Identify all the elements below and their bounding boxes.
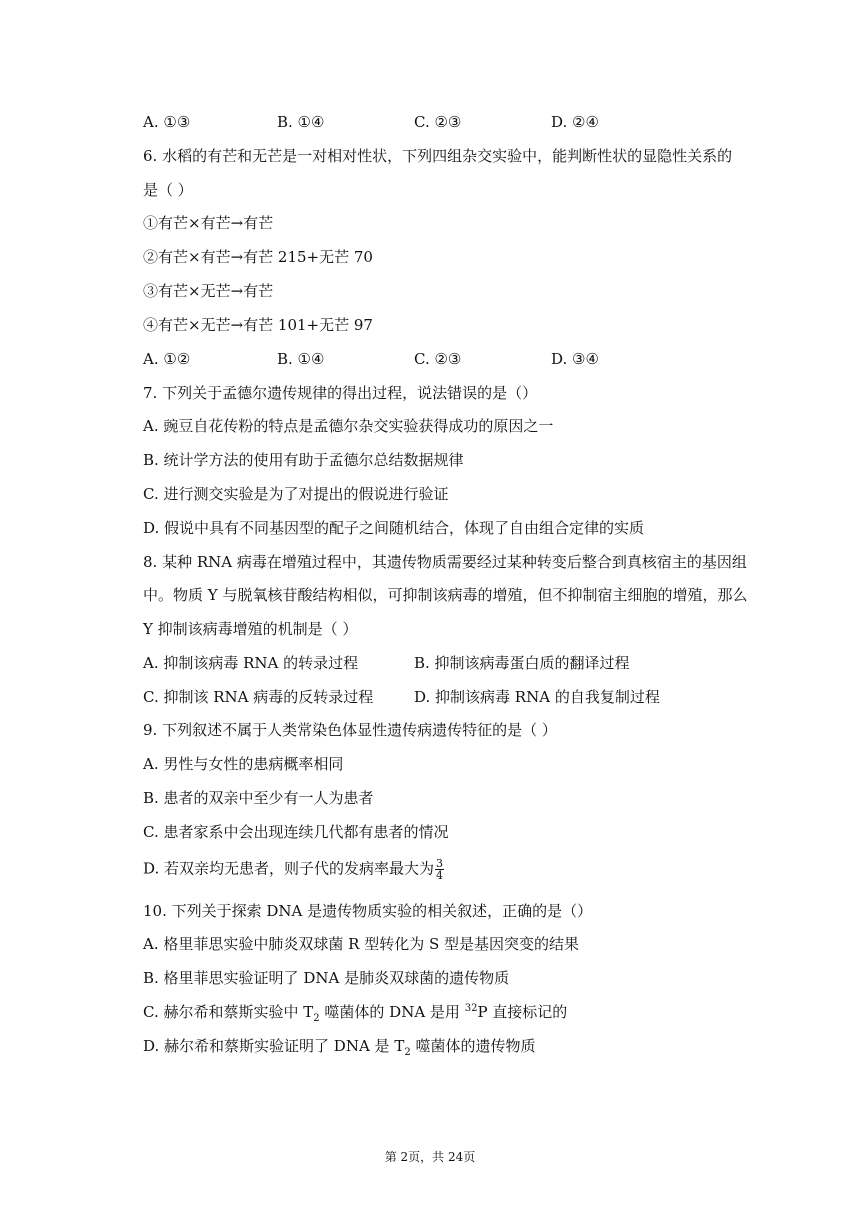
fraction-denominator: 4 <box>436 869 444 882</box>
q5-option-b: B. ①④ <box>277 113 325 131</box>
q5-option-d: D. ②④ <box>551 113 599 131</box>
q8-option-b: B. 抑制该病毒蛋白质的翻译过程 <box>414 654 630 672</box>
q6-stem-line1: 6. 水稻的有芒和无芒是一对相对性状，下列四组杂交实验中，能判断性状的显隐性关系的 <box>143 147 733 165</box>
q9-option-c: C. 患者家系中会出现连续几代都有患者的情况 <box>143 823 449 841</box>
q10-option-c-post: P 直接标记的 <box>477 1003 568 1021</box>
q10-option-c-pre: C. 赫尔希和蔡斯实验中 T <box>143 1003 314 1021</box>
q9-option-a: A. 男性与女性的患病概率相同 <box>143 755 344 773</box>
q10-option-d-pre: D. 赫尔希和蔡斯实验证明了 DNA 是 T <box>143 1037 405 1055</box>
q7-option-c: C. 进行测交实验是为了对提出的假说进行验证 <box>143 485 449 503</box>
q10-option-c-mid: 噬菌体的 DNA 是用 <box>319 1003 465 1021</box>
q9-stem: 9. 下列叙述不属于人类常染色体显性遗传病遗传特征的是（ ） <box>143 721 557 739</box>
superscript: 32 <box>464 1003 478 1014</box>
q6-option-a: A. ①② <box>143 350 191 368</box>
q9-option-d: D. 若双亲均无患者，则子代的发病率最大为 <box>143 859 435 878</box>
fraction <box>435 858 444 881</box>
q8-stem-line3: Y 抑制该病毒增殖的机制是（ ） <box>143 620 358 638</box>
q8-option-d: D. 抑制该病毒 RNA 的自我复制过程 <box>414 688 660 706</box>
q7-option-b: B. 统计学方法的使用有助于孟德尔总结数据规律 <box>143 451 464 469</box>
q5-option-a: A. ①③ <box>143 113 191 131</box>
subscript: 2 <box>404 1047 411 1058</box>
q6-item-3: ③有芒×无芒→有芒 <box>143 282 274 300</box>
q6-item-4: ④有芒×无芒→有芒 101+无芒 97 <box>143 316 373 334</box>
q10-option-b: B. 格里菲思实验证明了 DNA 是肺炎双球菌的遗传物质 <box>143 969 510 987</box>
q7-option-a: A. 豌豆自花传粉的特点是孟德尔杂交实验获得成功的原因之一 <box>143 417 554 435</box>
q6-option-c: C. ②③ <box>414 350 462 368</box>
subscript: 2 <box>313 1013 320 1024</box>
q10-stem: 10. 下列关于探索 DNA 是遗传物质实验的相关叙述，正确的是（） <box>143 902 593 920</box>
q9-option-b: B. 患者的双亲中至少有一人为患者 <box>143 789 374 807</box>
q10-option-d <box>143 1036 535 1056</box>
fraction-numerator: 3 <box>436 857 444 870</box>
q10-option-d-post: 噬菌体的遗传物质 <box>410 1037 536 1055</box>
q8-stem-line1: 8. 某种 RNA 病毒在增殖过程中，其遗传物质需要经过某种转变后整合到真核宿主的基因组 <box>143 553 747 571</box>
q8-stem-line2: 中。物质 Y 与脱氧核苷酸结构相似，可抑制该病毒的增殖，但不抑制宿主细胞的增殖，那么 <box>143 586 748 604</box>
q6-item-2: ②有芒×有芒→有芒 215+无芒 70 <box>143 248 373 266</box>
q6-stem-line2: 是（ ） <box>143 181 193 199</box>
q7-option-d: D. 假说中具有不同基因型的配子之间随机结合，体现了自由组合定律的实质 <box>143 519 645 537</box>
q9-option-d-row <box>143 858 444 881</box>
q10-option-a: A. 格里菲思实验中肺炎双球菌 R 型转化为 S 型是基因突变的结果 <box>143 935 580 953</box>
q8-option-c: C. 抑制该 RNA 病毒的反转录过程 <box>143 688 374 706</box>
q7-stem: 7. 下列关于孟德尔遗传规律的得出过程，说法错误的是（） <box>143 384 538 402</box>
q6-option-b: B. ①④ <box>277 350 325 368</box>
page-footer: 第 2页，共 24页 <box>384 1150 476 1164</box>
q10-option-c <box>143 1002 567 1022</box>
q6-item-1: ①有芒×有芒→有芒 <box>143 214 274 232</box>
q8-option-a: A. 抑制该病毒 RNA 的转录过程 <box>143 654 359 672</box>
q5-option-c: C. ②③ <box>414 113 462 131</box>
q6-option-d: D. ③④ <box>551 350 599 368</box>
